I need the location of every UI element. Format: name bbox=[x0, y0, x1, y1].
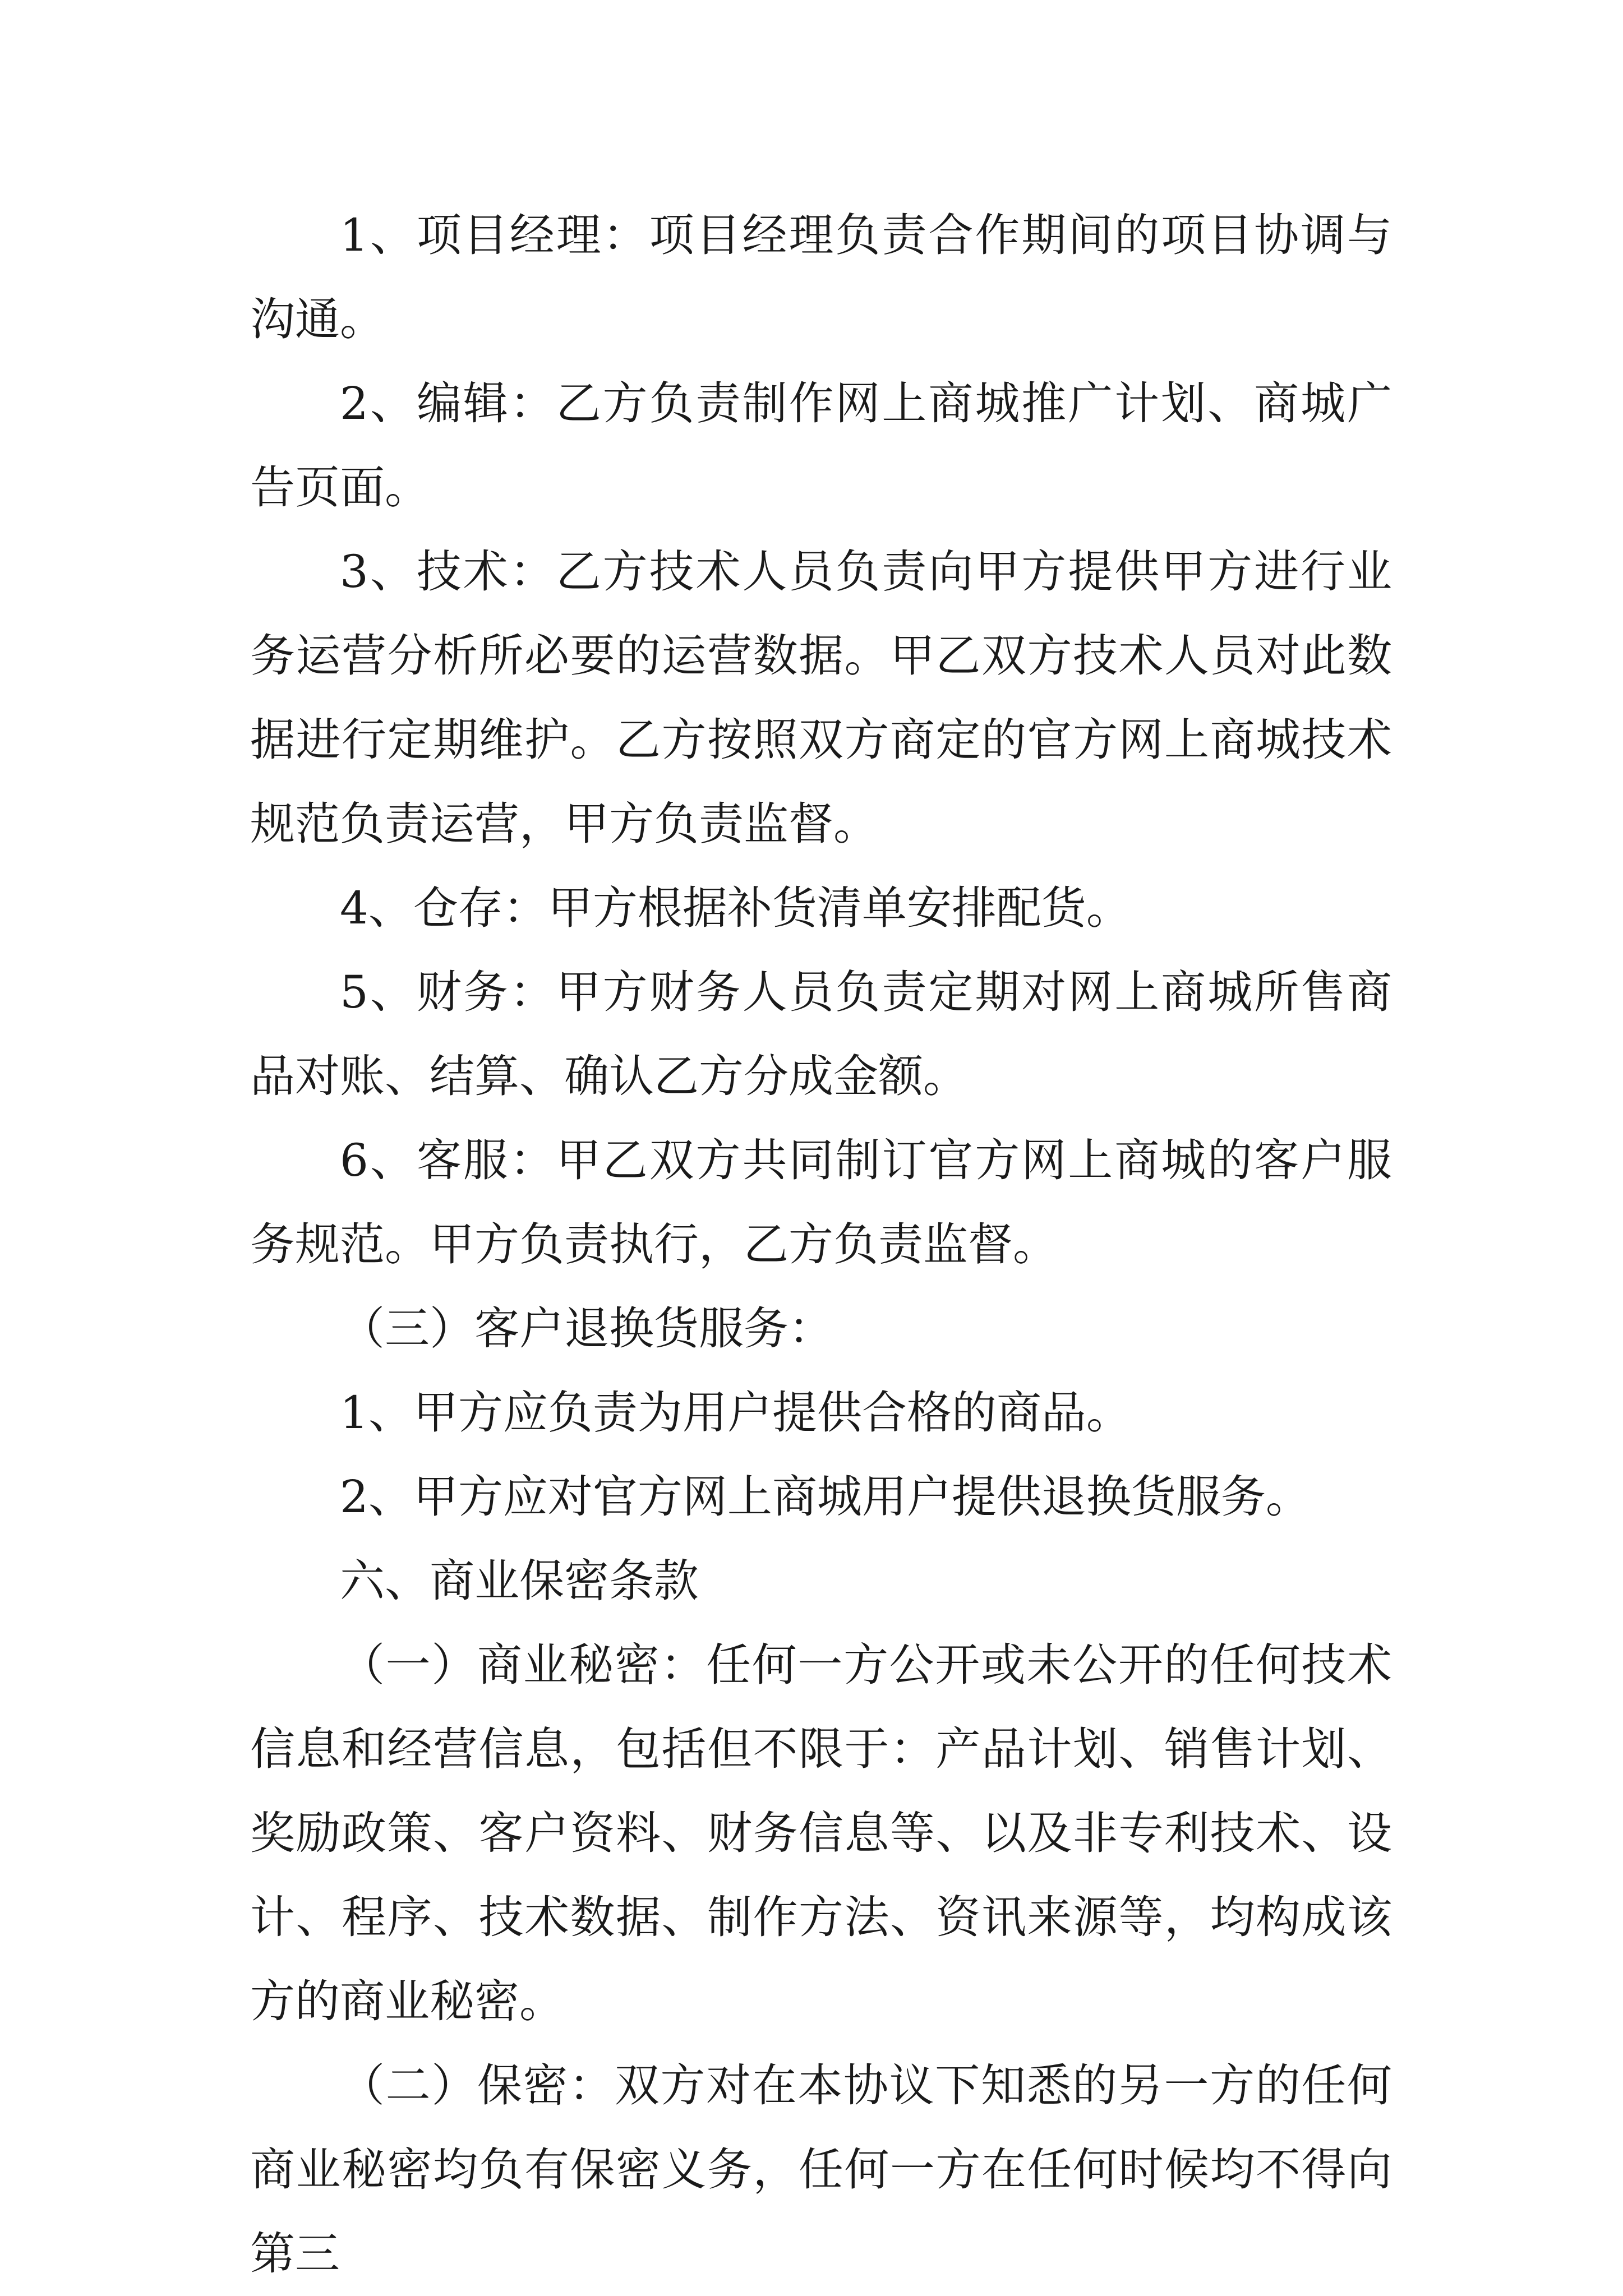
paragraph-trade-secrets: （一）商业秘密：任何一方公开或未公开的任何技术信息和经营信息，包括但不限于：产品计划、销售计划、奖励政策、客户资料、财务信息等、以及非专利技术、设计、程序、技术数据、制作方法、资讯来源等，均构成该方的商业秘密。 bbox=[250, 1639, 1392, 2027]
paragraph-confidentiality-duty: （二）保密：双方对在本协议下知悉的另一方的任何商业秘密均负有保密义务，任何一方在任何时候均不得向第三 bbox=[250, 2059, 1392, 2280]
paragraph-qualified-goods: 1、甲方应负责为用户提供合格的商品。 bbox=[340, 1387, 1131, 1439]
paragraph-return-service: 2、甲方应对官方网上商城用户提供退换货服务。 bbox=[340, 1471, 1311, 1523]
paragraph-technology: 3、技术：乙方技术人员负责向甲方提供甲方进行业务运营分析所必要的运营数据。甲乙双方技术人员对此数据进行定期维护。乙方按照双方商定的官方网上商城技术规范负责运营，甲方负责监督。 bbox=[250, 546, 1392, 850]
paragraph-customer-service: 6、客服：甲乙双方共同制订官方网上商城的客户服务规范。甲方负责执行，乙方负责监督。 bbox=[250, 1134, 1392, 1271]
document-page bbox=[250, 193, 1392, 2296]
section-heading-returns: （三）客户退换货服务： bbox=[340, 1302, 833, 1355]
paragraph-finance: 5、财务：甲方财务人员负责定期对网上商城所售商品对账、结算、确认乙方分成金额。 bbox=[250, 966, 1392, 1102]
paragraph-project-manager: 1、项目经理：项目经理负责合作期间的项目协调与沟通。 bbox=[250, 209, 1392, 345]
paragraph-editing: 2、编辑：乙方负责制作网上商城推广计划、商城广告页面。 bbox=[250, 377, 1392, 514]
paragraph-warehouse: 4、仓存：甲方根据补货清单安排配货。 bbox=[340, 882, 1131, 934]
section-heading-confidentiality: 六、商业保密条款 bbox=[340, 1555, 699, 1607]
